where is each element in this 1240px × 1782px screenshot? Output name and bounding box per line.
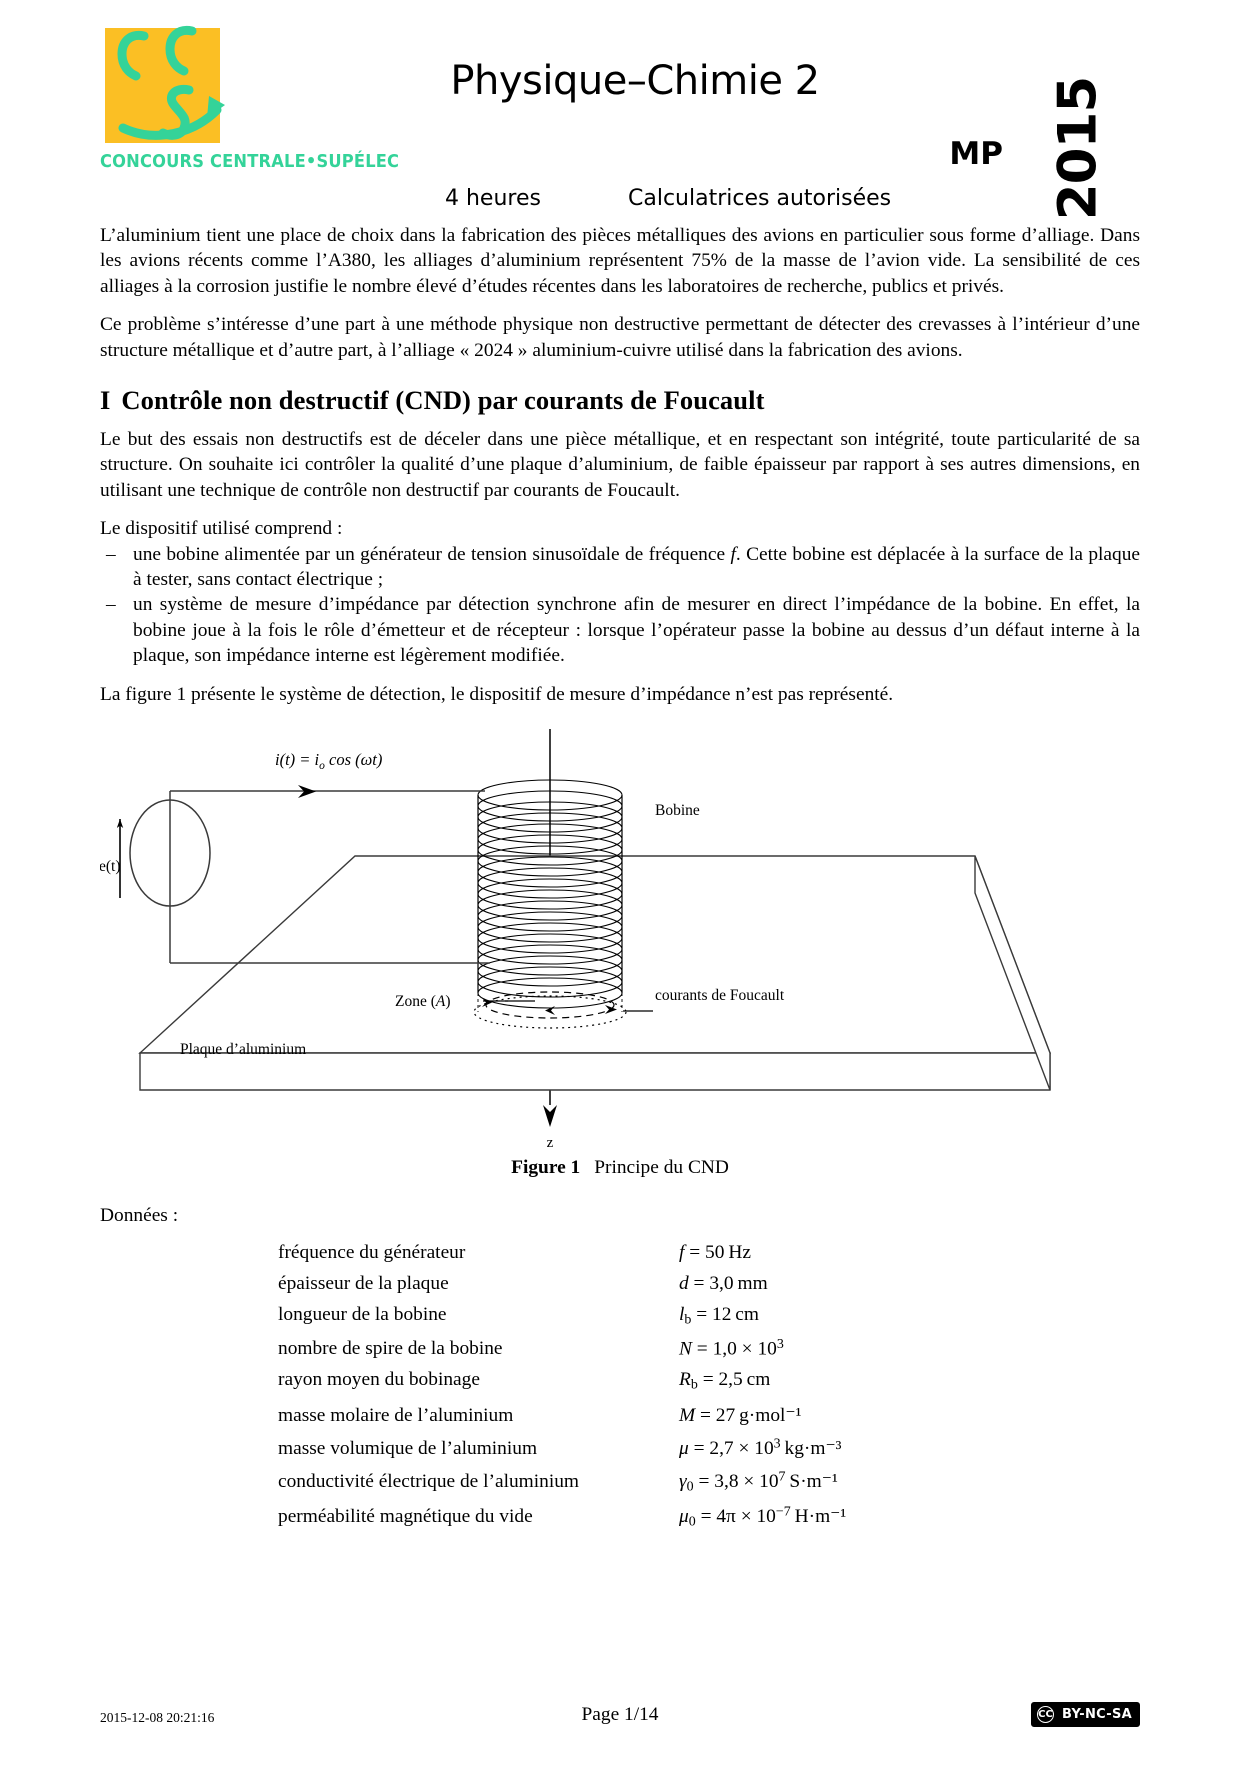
exam-duration: 4 heures (445, 186, 541, 211)
list-item (100, 542, 1140, 593)
constant-value: $\mu_0 = 4\pi \times 10^{-7}$ H·m⁻¹ (679, 1505, 847, 1530)
emf-label: e(t) (100, 858, 121, 876)
mantissa: 2,7 × 10 (709, 1437, 774, 1459)
constant-name: longueur de la bobine (278, 1303, 447, 1325)
constant-value: $N = 1,0 \times 10^3$ (679, 1337, 784, 1360)
current-formula: $i(t) = i_o$ cos (ωt) (275, 750, 383, 773)
symbol: l (679, 1303, 685, 1325)
value: 3,0 (709, 1272, 734, 1294)
constant-value: $\mu = 2,7 \times 10^3$ kg·m⁻³ (679, 1436, 842, 1459)
exponent: 3 (773, 1436, 781, 1452)
constant-value: $\gamma_0 = 3,8 \times 10^7$ S·m⁻¹ (679, 1469, 838, 1495)
unit: cm (735, 1303, 759, 1325)
table-row (278, 1268, 846, 1299)
symbol: μ (679, 1437, 689, 1459)
constant-value: f = 50 Hz (679, 1241, 751, 1263)
document-page (0, 28, 1240, 1782)
exam-stream: MP (949, 136, 1003, 172)
page-footer (100, 1704, 1140, 1734)
device-lead-in: Le dispositif utilisé comprend : (100, 518, 343, 540)
table-row (278, 1365, 846, 1398)
constant-name: conductivité électrique de l’aluminium (278, 1470, 579, 1492)
exam-title: Physique–Chimie 2 (450, 58, 820, 104)
constant-name: fréquence du générateur (278, 1241, 466, 1263)
mantissa: 3,8 × 10 (714, 1470, 779, 1492)
bullet1-text-b: . Cette bobine est déplacée à la surface de la plaque à tester, sans contact électrique ; (133, 543, 1141, 591)
cc-circle-icon: CC (1037, 1706, 1054, 1723)
plate-top-face (140, 856, 1050, 1053)
document-body (100, 223, 1140, 1535)
table-row (278, 1431, 846, 1464)
constant-name: rayon moyen du bobinage (278, 1369, 480, 1391)
value: 50 (705, 1241, 725, 1263)
constant-name: perméabilité magnétique du vide (278, 1506, 533, 1528)
table-row (278, 1237, 846, 1268)
data-section-label: Données : (100, 1205, 179, 1227)
figure-caption-text: Principe du CND (594, 1157, 729, 1179)
unit: g·mol⁻¹ (739, 1404, 802, 1426)
unit: kg·m⁻³ (784, 1437, 842, 1459)
value: 27 (715, 1404, 736, 1426)
bullet1-variable: f (730, 543, 736, 565)
value: 2,5 (718, 1369, 743, 1391)
unit: cm (746, 1369, 771, 1391)
symbol-subscript: b (684, 1312, 692, 1328)
figure-1-diagram (100, 723, 1140, 1153)
calculator-policy: Calculatrices autorisées (628, 186, 892, 211)
symbol-subscript: 0 (688, 1514, 696, 1530)
table-row (278, 1464, 846, 1499)
unit: S·m⁻¹ (789, 1470, 838, 1492)
constant-name: épaisseur de la plaque (278, 1272, 449, 1294)
coil-label: Bobine (655, 802, 700, 820)
figure-intro-paragraph: La figure 1 présente le système de détection, le dispositif de mesure d’impédance n’est pas représenté. (100, 683, 894, 705)
value: 12 (712, 1303, 732, 1325)
cnd-principle-svg (100, 723, 1140, 1153)
unit: mm (737, 1272, 768, 1294)
intro-paragraph-2: Ce problème s’intéresse d’une part à une méthode physique non destructive permettant de détecter des crevasses à l’intérieur d’une structure métallique et d’autre part, à l’alliage « 2024 » aluminium-cuivre utilisé dans la fabrication des avions. (100, 314, 1140, 361)
constants-table-body (278, 1237, 846, 1535)
unit: H·m⁻¹ (794, 1506, 847, 1528)
z-axis-arrow (543, 1105, 557, 1127)
symbol-subscript: b (690, 1377, 698, 1393)
exam-year: 2015 (1047, 76, 1109, 221)
exponent: 7 (778, 1469, 786, 1485)
constant-value: $l_b = 12$ cm (679, 1303, 759, 1328)
plate-label: Plaque d’aluminium (180, 1041, 307, 1059)
page-number: Page 1/14 (581, 1704, 659, 1725)
constants-table (278, 1237, 846, 1535)
bullet1-text-a: une bobine alimentée par un générateur de tension sinusoïdale de fréquence (133, 543, 731, 565)
intro-paragraph-1: L’aluminium tient une place de choix dans la fabrication des pièces métalliques des avions en particulier sous forme d’alliage. Dans les avions récents comme l’A380, les alliages d’aluminium représentent 75% de la masse de l’avion vide. La sensibilité de ces alliages à la corrosion justifie le nombre élevé d’études récentes dans les laboratoires de recherche, publics et privés. (100, 225, 1140, 297)
list-item: – un système de mesure d’impédance par détection synchrone afin de mesurer en direct l’impédance de la bobine. En effet, la bobine joue à la fois le rôle d’émetteur et de récepteur : lorsque l’opérateur passe la bobine au dessus d’un défaut interne à la plaque, son impédance interne est légèrement modifiée. (100, 592, 1140, 668)
cc-logo-icon (1032, 1703, 1058, 1726)
logo-ccs-icon (89, 6, 249, 166)
table-row (278, 1500, 846, 1535)
section-title: Contrôle non destructif (CND) par courants de Foucault (121, 385, 765, 416)
figure-caption (100, 1157, 1140, 1179)
symbol: μ (679, 1506, 689, 1528)
symbol: d (679, 1272, 689, 1294)
constant-name: nombre de spire de la bobine (278, 1338, 503, 1360)
device-list (100, 542, 1140, 669)
page-header (100, 28, 1140, 223)
logo-wordmark: CONCOURS CENTRALE•SUPÉLEC (100, 152, 400, 172)
unit: Hz (728, 1241, 751, 1263)
symbol: γ (679, 1470, 687, 1492)
symbol-subscript: 0 (686, 1479, 694, 1495)
constant-name: masse volumique de l’aluminium (278, 1437, 538, 1459)
eddy-current-label: courants de Foucault (655, 987, 785, 1005)
symbol: R (679, 1369, 691, 1391)
table-row (278, 1333, 846, 1365)
z-axis-label: z (546, 1135, 554, 1152)
constant-value: d = 3,0 mm (679, 1272, 768, 1294)
figure-number: Figure 1 (511, 1157, 581, 1179)
zone-a-label: Zone (A) (395, 993, 451, 1011)
constant-value: M = 27 g·mol⁻¹ (679, 1404, 802, 1426)
constant-name: masse molaire de l’aluminium (278, 1404, 514, 1426)
plate-front-face (140, 1053, 1050, 1090)
section1-paragraph-1: Le but des essais non destructifs est de déceler dans une pièce métallique, et en respectant son intégrité, toute particularité de sa structure. On souhaite ici contrôler la qualité d’une plaque d’aluminium, de faible épaisseur par rapport à ses autres dimensions, en utilisant une technique de contrôle non destructif par courants de Foucault. (100, 429, 1140, 501)
mantissa: 4π × 10 (716, 1506, 776, 1528)
symbol: N (679, 1338, 692, 1360)
exponent: 3 (776, 1337, 784, 1353)
mantissa: 1,0 × 10 (712, 1338, 777, 1360)
creative-commons-badge (1031, 1702, 1140, 1727)
table-row (278, 1299, 846, 1332)
logo-square-icon (105, 28, 220, 143)
section-number: I (100, 385, 111, 416)
section-heading-1 (100, 385, 1140, 416)
symbol: f (679, 1241, 685, 1263)
exponent: −7 (775, 1505, 791, 1521)
symbol: M (679, 1404, 696, 1426)
build-timestamp: 2015-12-08 20:21:16 (100, 1710, 215, 1725)
table-row (278, 1398, 846, 1431)
constant-value: $R_b = 2,5$ cm (679, 1369, 771, 1393)
license-text: BY-NC-SA (1058, 1703, 1139, 1726)
